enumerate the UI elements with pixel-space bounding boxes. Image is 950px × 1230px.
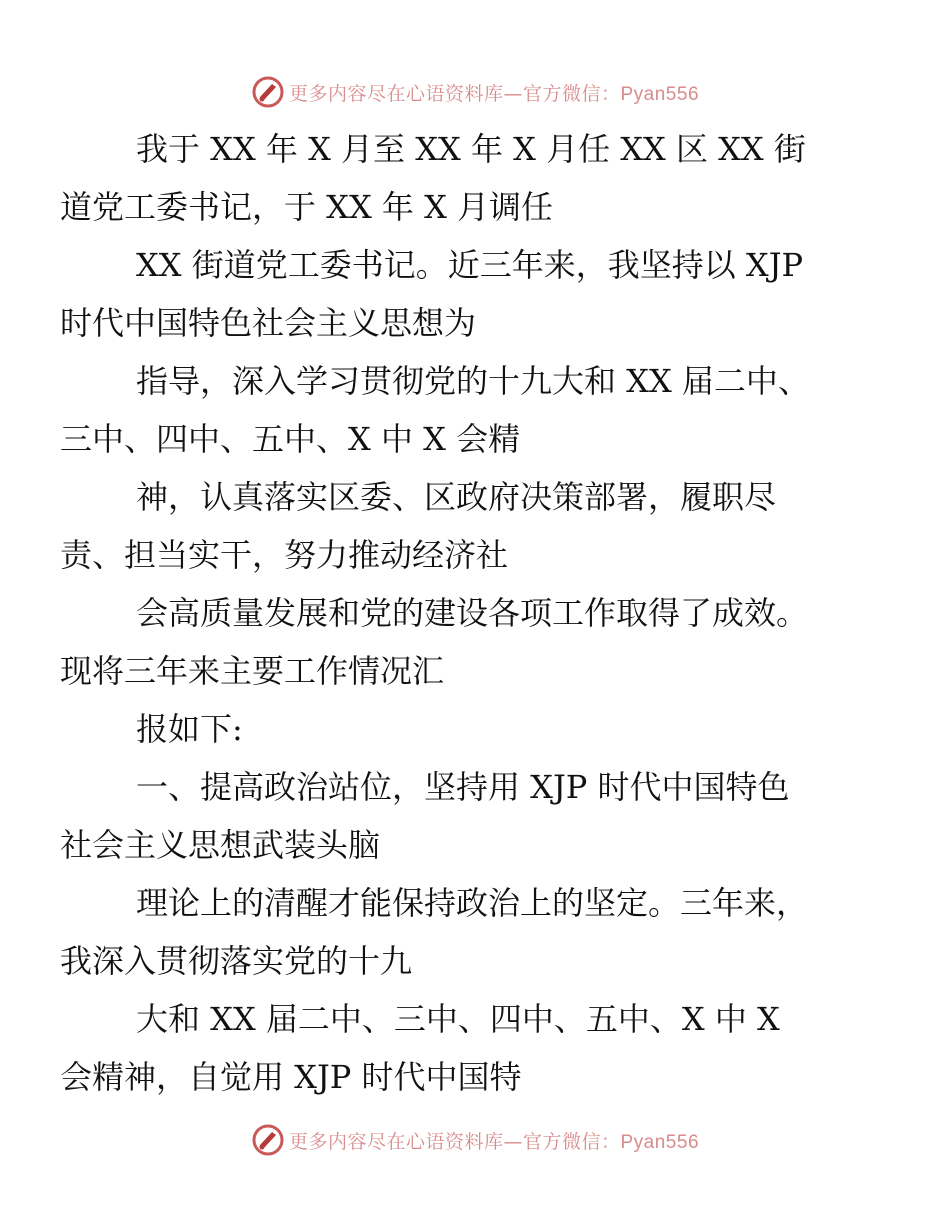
paragraph: 神，认真落实区委、区政府决策部署，履职尽 责、担当实干，努力推动经济社: [60, 478, 777, 574]
paragraph: 我于 XX 年 X 月至 XX 年 X 月任 XX 区 XX 街 道党工委书记，于 XX 年 X 月调任: [60, 130, 806, 226]
banner-text: 更多内容尽在心语资料库—官方微信：Pyan556: [288, 1130, 700, 1153]
footer-banner: [0, 1120, 950, 1160]
paragraph: 理论上的清醒才能保持政治上的坚定。三年来， 我深入贯彻落实党的十九: [60, 884, 809, 980]
document-body: [60, 120, 858, 1106]
brand-logo-icon: [251, 1123, 285, 1157]
banner-text: 更多内容尽在心语资料库—官方微信：Pyan556: [288, 82, 700, 105]
paragraph: 指导，深入学习贯彻党的十九大和 XX 届二中、 三中、四中、五中、X 中 X 会精: [60, 362, 810, 458]
section-heading: 一、提高政治站位，坚持用 XJP 时代中国特色 社会主义思想武装头脑: [60, 768, 790, 864]
paragraph: 会高质量发展和党的建设各项工作取得了成效。 现将三年来主要工作情况汇: [60, 594, 809, 690]
paragraph: 大和 XX 届二中、三中、四中、五中、X 中 X 会精神，自觉用 XJP 时代中国特: [60, 1000, 780, 1096]
paragraph: 报如下:: [136, 710, 243, 748]
brand-logo-icon: [251, 75, 285, 109]
paragraph: XX 街道党工委书记。近三年来，我坚持以 XJP 时代中国特色社会主义思想为: [60, 246, 804, 342]
header-banner: [0, 72, 950, 112]
